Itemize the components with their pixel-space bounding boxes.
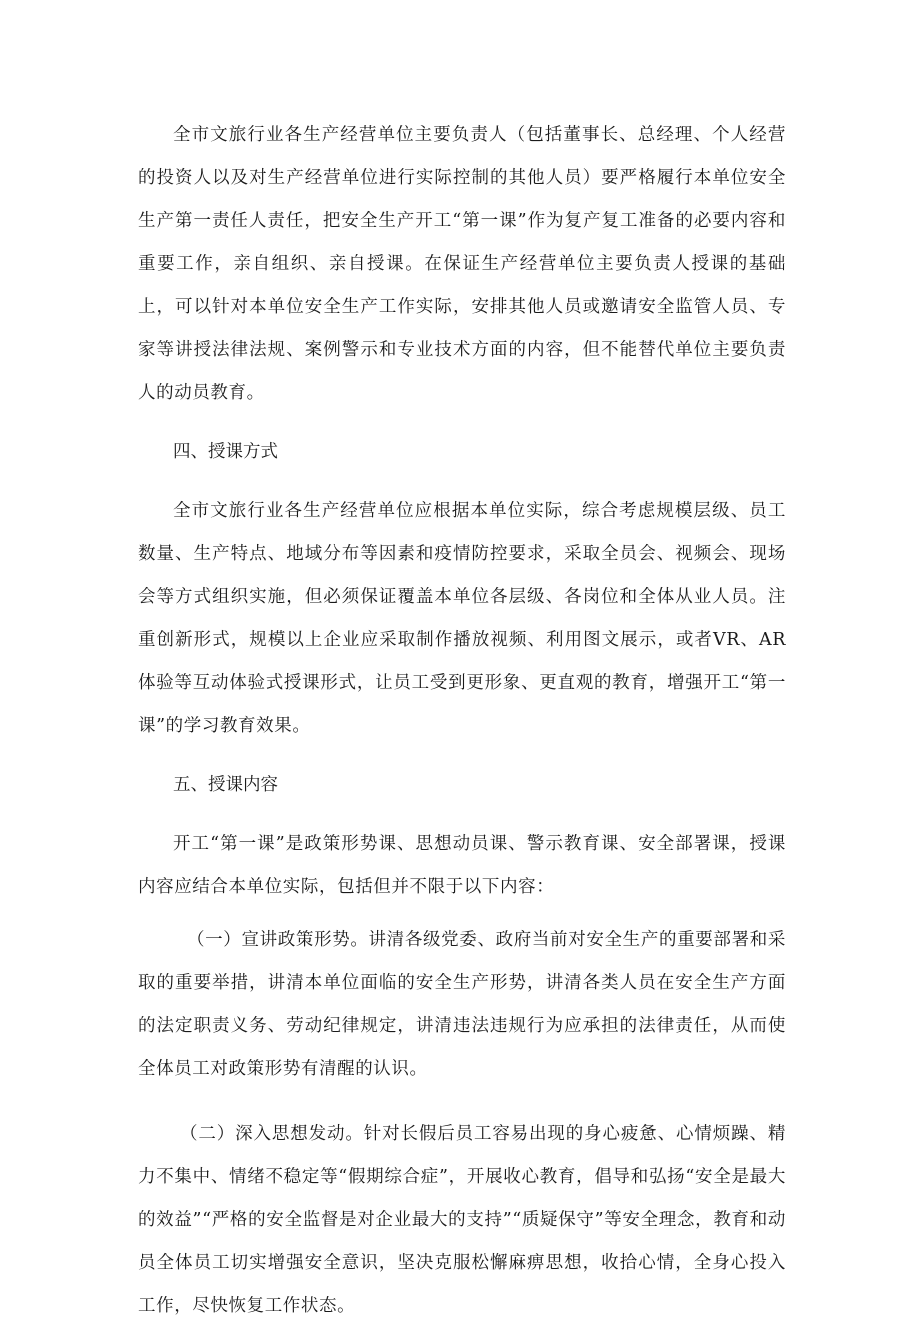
section-heading-method: 四、授课方式 [173,442,278,462]
paragraph-method: 全市文旅行业各生产经营单位应根据本单位实际，综合考虑规模层级、员工数量、生产特点、地域分布等因素和疫情防控要求，采取全员会、视频会、现场会等方式组织实施，但必须保证覆盖本单位各层级、各岗位和全体从业人员。注重创新形式，规模以上企业应采取制作播放视频、利用图文展示，或者VR、AR体验等互动体验式授课形式，让员工受到更形象、更直观的教育，增强开工“第一课”的学习教育效果。 [138,501,786,736]
list-item-policy: （一）宣讲政策形势。讲清各级党委、政府当前对安全生产的重要部署和采取的重要举措，讲清本单位面临的安全生产形势，讲清各类人员在安全生产方面的法定职责义务、劳动纪律规定，讲清违法违规行为应承担的法律责任，从而使全体员工对政策形势有清醒的认识。 [138,930,786,1079]
section-heading-content: 五、授课内容 [173,775,278,795]
document-body [138,114,786,1328]
paragraph-content-intro: 开工“第一课”是政策形势课、思想动员课、警示教育课、安全部署课，授课内容应结合本单位实际，包括但并不限于以下内容： [138,834,786,897]
list-item-mobilization: （二）深入思想发动。针对长假后员工容易出现的身心疲惫、心情烦躁、精力不集中、情绪不稳定等“假期综合症”，开展收心教育，倡导和弘扬“安全是最大的效益”“严格的安全监督是对企业最大的支持”“质疑保守”等安全理念，教育和动员全体员工切实增强安全意识，坚决克服松懈麻痹思想，收拾心情，全身心投入工作，尽快恢复工作状态。 [138,1124,786,1316]
paragraph-responsibility: 全市文旅行业各生产经营单位主要负责人（包括董事长、总经理、个人经营的投资人以及对生产经营单位进行实际控制的其他人员）要严格履行本单位安全生产第一责任人责任，把安全生产开工“第一课”作为复产复工准备的必要内容和重要工作，亲自组织、亲自授课。在保证生产经营单位主要负责人授课的基础上，可以针对本单位安全生产工作实际，安排其他人员或邀请安全监管人员、专家等讲授法律法规、案例警示和专业技术方面的内容，但不能替代单位主要负责人的动员教育。 [138,125,786,403]
